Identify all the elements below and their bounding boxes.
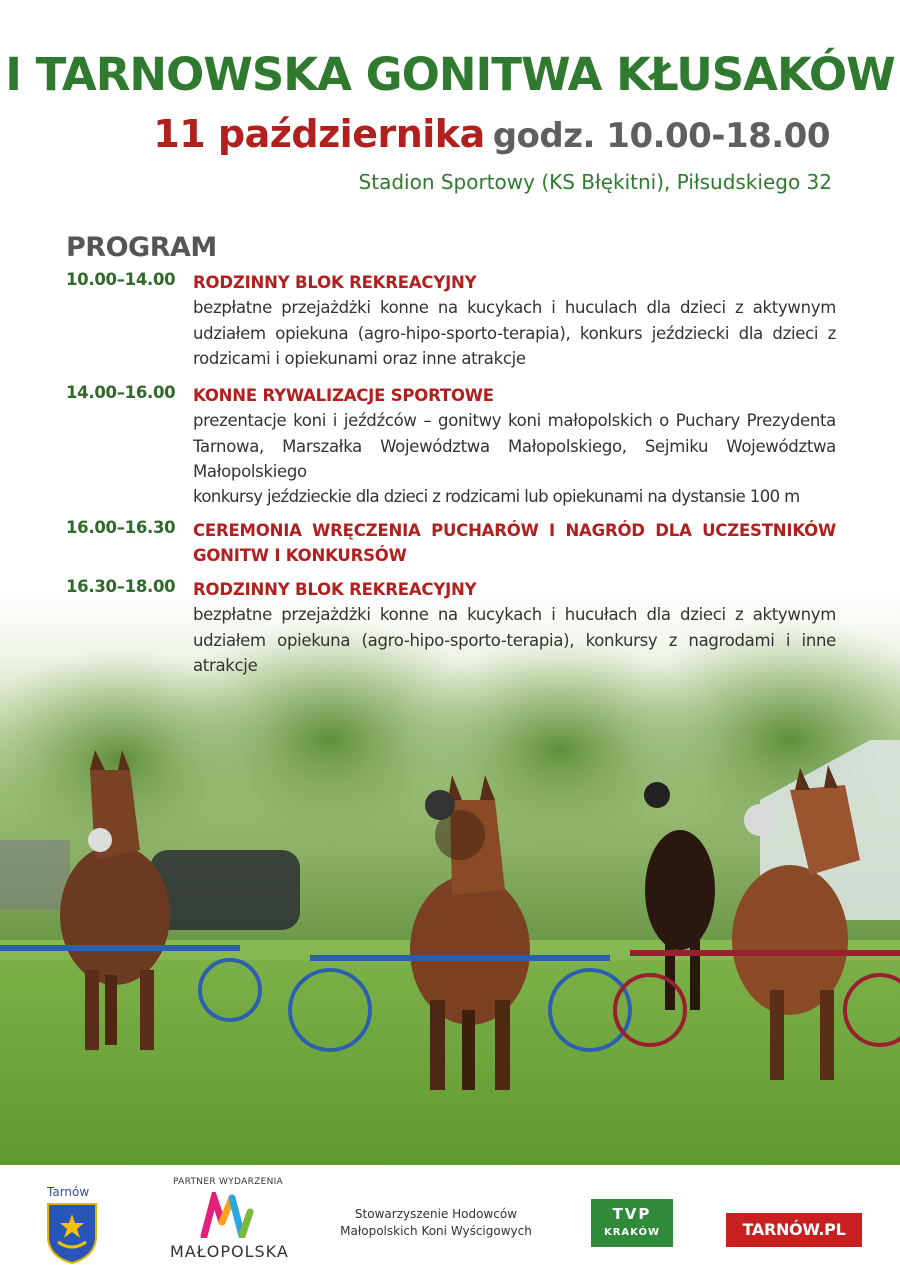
program-description: konkursy jeździeckie dla dzieci z rodzicami lub opiekunami na dystansie 100 m <box>193 487 800 506</box>
tvp-city: KRAKÓW <box>603 1227 661 1238</box>
tarnow-crest-icon <box>44 1200 100 1268</box>
event-hours: godz. 10.00-18.00 <box>492 116 830 156</box>
tvp-label: TVP <box>612 1205 652 1223</box>
tarnow-label: Tarnów <box>47 1185 90 1199</box>
program-title: RODZINNY BLOK REKREACYJNY <box>193 273 477 292</box>
event-title: I TARNOWSKA GONITWA KŁUSAKÓW <box>5 48 895 101</box>
program-description: bezpłatne przejażdżki konne na kucykach i huculach dla dzieci z aktywnym udziałem opiekuna (agro-hipo-sporto-terapia), konkurs jeździecki dla dzieci z rodzicami i opiekunami oraz inne atrakcje <box>193 298 836 369</box>
program-title: KONNE RYWALIZACJE SPORTOWE <box>193 386 494 405</box>
tarnow-pl-logo: TARNÓW.PL <box>726 1213 862 1247</box>
program-title: CEREMONIA WRĘCZENIA PUCHARÓW I NAGRÓD DLA UCZESTNIKÓW GONITW I KONKURSÓW <box>193 521 836 565</box>
partner-label: PARTNER WYDARZENIA <box>173 1177 284 1187</box>
association-line: Małopolskich Koni Wyścigowych <box>340 1224 532 1238</box>
program-description: prezentacje koni i jeźdźców – gonitwy koni małopolskich o Puchary Prezydenta Tarnowa, Marszałka Województwa Małopolskiego, Sejmiku Województwa Małopolskiego <box>193 411 836 482</box>
program-time: 10.00–14.00 <box>66 270 176 289</box>
event-date: 11 października <box>153 112 485 156</box>
program-title: RODZINNY BLOK REKREACYJNY <box>193 580 477 599</box>
date-line <box>153 112 830 156</box>
program-heading: PROGRAM <box>66 232 217 263</box>
program-description: bezpłatne przejażdżki konne na kucykach i hucułach dla dzieci z aktywnym udziałem opiekuna (agro-hipo-sporto-terapia), konkursy z nagrodami i inne atrakcje <box>193 605 836 676</box>
association-name <box>336 1206 536 1240</box>
malopolska-wordmark: MAŁOPOLSKA <box>170 1242 289 1261</box>
program-time: 16.00–16.30 <box>66 518 176 537</box>
event-venue: Stadion Sportowy (KS Błękitni), Piłsudskiego 32 <box>358 170 832 194</box>
association-line: Stowarzyszenie Hodowców <box>354 1207 518 1221</box>
program-time: 14.00–16.00 <box>66 383 176 402</box>
tvp-krakow-logo <box>591 1199 673 1247</box>
program-time: 16.30–18.00 <box>66 577 176 596</box>
malopolska-m-icon <box>200 1192 256 1242</box>
